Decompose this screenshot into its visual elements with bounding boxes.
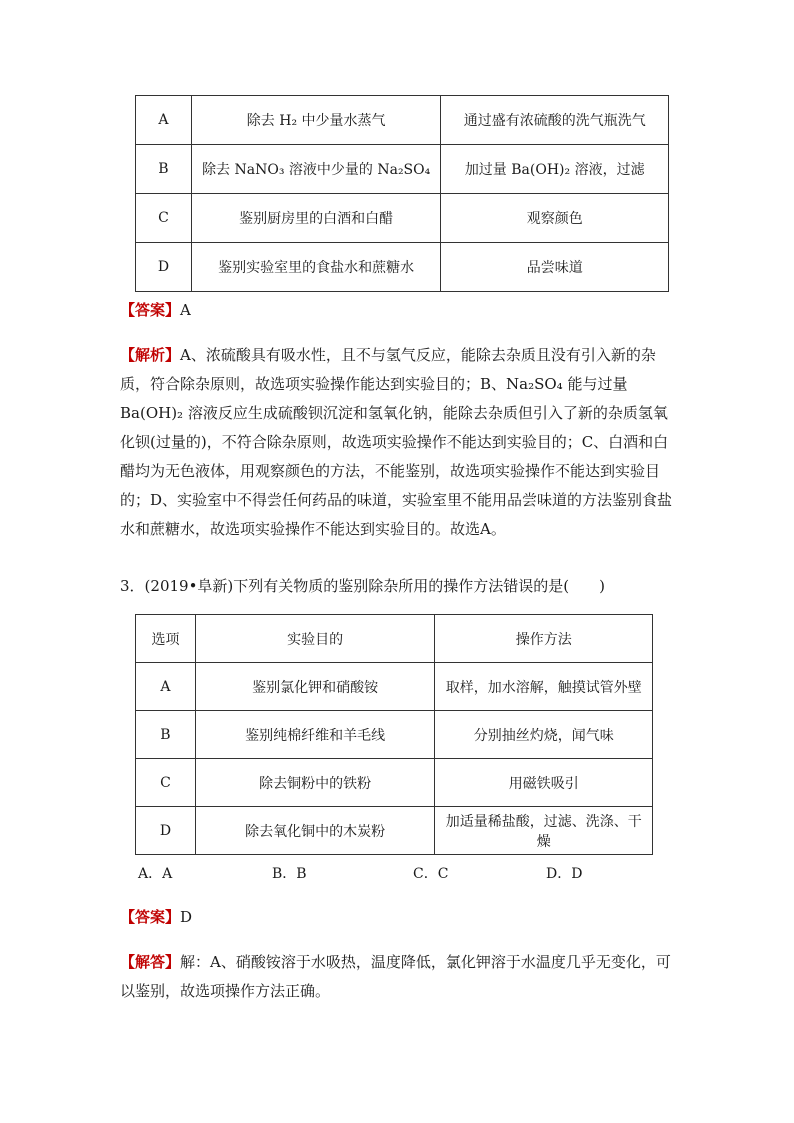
table-header-row xyxy=(136,615,653,663)
table-row xyxy=(136,194,669,243)
analysis-q3 xyxy=(120,948,676,1006)
choice-d: D．D xyxy=(546,866,583,882)
choice-c: C．C xyxy=(413,866,449,882)
column-header-option: 选项 xyxy=(136,615,196,663)
option-label: D xyxy=(136,243,192,292)
table-row xyxy=(136,711,653,759)
answer-line-q2 xyxy=(120,296,676,325)
operation-method: 分别抽丝灼烧，闻气味 xyxy=(435,711,653,759)
analysis-q2 xyxy=(120,341,676,544)
analysis-text: A、浓硫酸具有吸水性，且不与氢气反应，能除去杂质且没有引入新的杂质，符合除杂原则，故选项实验操作能达到实验目的；B、Na₂SO₄ 能与过量 Ba(OH)₂ 溶液反应生成硫酸钡沉淀和氢氧化钠，能除去杂质但引入了新的杂质氢氧化钡(过量的)，不符合除杂原则，故选项实验操作不能达到实验目的；C、白酒和白醋均为无色液体，用观察颜色的方法，不能鉴别，故选项实验操作不能达到实验目的；D、实验室中不得尝任何药品的味道，实验室里不能用品尝味道的方法鉴别食盐水和蔗糖水，故选项实验操作不能达到实验目的。故选A。 xyxy=(120,346,673,538)
question-3-stem: 3．(2019•阜新)下列有关物质的鉴别除杂所用的操作方法错误的是( ) xyxy=(120,577,605,595)
option-label: A xyxy=(136,663,196,711)
option-label: A xyxy=(136,96,192,145)
choice-a: A．A xyxy=(138,866,173,882)
answer-line-q3 xyxy=(120,903,676,932)
operation-method: 品尝味道 xyxy=(441,243,669,292)
operation-method: 观察颜色 xyxy=(441,194,669,243)
experiment-purpose: 除去氧化铜中的木炭粉 xyxy=(195,807,435,855)
table-row xyxy=(136,807,653,855)
analysis-tag: 【解答】 xyxy=(120,953,181,971)
table-row xyxy=(136,759,653,807)
experiment-purpose: 除去 NaNO₃ 溶液中少量的 Na₂SO₄ xyxy=(191,145,441,194)
column-header-method: 操作方法 xyxy=(435,615,653,663)
answer-tag: 【答案】 xyxy=(120,301,181,319)
answer-tag: 【答案】 xyxy=(120,908,181,926)
operation-method: 通过盛有浓硫酸的洗气瓶洗气 xyxy=(441,96,669,145)
column-header-purpose: 实验目的 xyxy=(195,615,435,663)
operation-method: 取样，加水溶解，触摸试管外壁 xyxy=(435,663,653,711)
operation-method: 加过量 Ba(OH)₂ 溶液，过滤 xyxy=(441,145,669,194)
experiment-purpose: 除去铜粉中的铁粉 xyxy=(195,759,435,807)
option-label: C xyxy=(136,759,196,807)
table-row xyxy=(136,145,669,194)
analysis-tag: 【解析】 xyxy=(120,346,181,364)
operation-method: 加适量稀盐酸，过滤、洗涤、干燥 xyxy=(435,807,653,855)
options-table-q2 xyxy=(135,95,669,292)
answer-value: D xyxy=(180,908,193,926)
answer-value: A xyxy=(180,301,191,319)
option-label: B xyxy=(136,711,196,759)
experiment-purpose: 鉴别厨房里的白酒和白醋 xyxy=(191,194,441,243)
option-label: B xyxy=(136,145,192,194)
experiment-purpose: 鉴别实验室里的食盐水和蔗糖水 xyxy=(191,243,441,292)
experiment-purpose: 除去 H₂ 中少量水蒸气 xyxy=(191,96,441,145)
choice-b: B．B xyxy=(272,866,307,882)
operation-method: 用磁铁吸引 xyxy=(435,759,653,807)
experiment-purpose: 鉴别氯化钾和硝酸铵 xyxy=(195,663,435,711)
analysis-text: 解：A、硝酸铵溶于水吸热，温度降低，氯化钾溶于水温度几乎无变化，可以鉴别，故选项操作方法正确。 xyxy=(120,953,671,1000)
experiment-purpose: 鉴别纯棉纤维和羊毛线 xyxy=(195,711,435,759)
table-row xyxy=(136,663,653,711)
table-row xyxy=(136,96,669,145)
option-label: D xyxy=(136,807,196,855)
option-label: C xyxy=(136,194,192,243)
table-row xyxy=(136,243,669,292)
options-table-q3 xyxy=(135,614,653,855)
